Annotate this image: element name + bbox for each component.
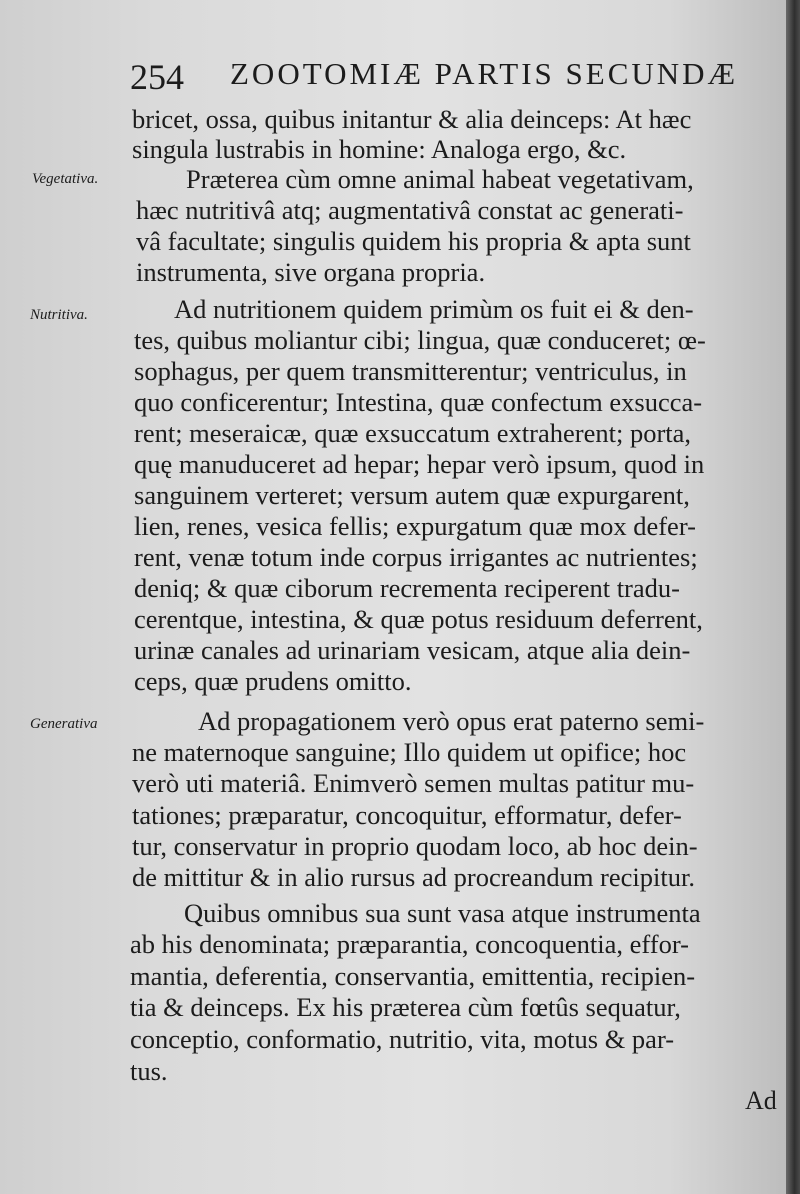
margin-note-generativa: Generativa <box>30 716 98 732</box>
text-line: Ad nutritionem quidem primùm os fuit ei & den- <box>174 294 694 324</box>
page-header <box>130 52 770 96</box>
text-line: conceptio, conformatio, nutritio, vita, motus & par- <box>130 1024 675 1054</box>
text-line: quo conficerentur; Intestina, quæ confectum exsucca- <box>134 387 703 417</box>
page-gutter <box>786 0 800 1194</box>
text-line: ceps, quæ prudens omitto. <box>134 666 412 696</box>
running-head: ZOOTOMIÆ PARTIS SECUNDÆ <box>230 56 739 91</box>
text-line: lien, renes, vesica fellis; expurgatum quæ mox defer- <box>134 511 696 541</box>
text-line: instrumenta, sive organa propria. <box>136 257 486 287</box>
text-line: cerentque, intestina, & quæ potus residuum deferrent, <box>134 604 703 634</box>
text-line: singula lustrabis in homine: Analoga ergo, &c. <box>132 134 627 164</box>
text-line: urinæ canales ad urinariam vesicam, atque alia dein- <box>134 635 691 665</box>
text-line: vâ facultate; singulis quidem his propria & apta sunt <box>136 226 691 256</box>
text-line: tia & deinceps. Ex his præterea cùm fœtûs sequatur, <box>130 992 681 1022</box>
margin-note-nutritiva: Nutritiva. <box>30 307 88 323</box>
text-line: ne maternoque sanguine; Illo quidem ut opifice; hoc <box>132 737 687 767</box>
catchword: Ad <box>745 1086 777 1115</box>
text-line: sophagus, per quem transmitterentur; ventriculus, in <box>134 356 687 386</box>
text-line: Ad propagationem verò opus erat paterno semi- <box>198 706 705 736</box>
text-line: rent, venæ totum inde corpus irrigantes ac nutrientes; <box>134 542 698 572</box>
text-line: quę manuduceret ad hepar; hepar verò ipsum, quod in <box>134 449 705 479</box>
text-line: verò uti materiâ. Enimverò semen multas patitur mu- <box>132 768 695 798</box>
text-line: Præterea cùm omne animal habeat vegetativam, <box>186 164 694 194</box>
text-line: tus. <box>130 1056 168 1086</box>
text-line: ab his denominata; præparantia, concoquentia, effor- <box>130 929 689 959</box>
text-line: mantia, deferentia, conservantia, emittentia, recipien- <box>130 961 696 991</box>
text-line: tes, quibus moliantur cibi; lingua, quæ conduceret; œ- <box>134 325 706 355</box>
text-line: rent; meseraicæ, quæ exsuccatum extraherent; porta, <box>134 418 692 448</box>
text-line: tationes; præparatur, concoquitur, efformatur, defer- <box>132 800 682 830</box>
text-line: Quibus omnibus sua sunt vasa atque instrumenta <box>184 898 701 928</box>
text-line: tur, conservatur in proprio quodam loco, ab hoc dein- <box>132 831 698 861</box>
text-line: sanguinem verteret; versum autem quæ expurgarent, <box>134 480 690 510</box>
text-line: bricet, ossa, quibus initantur & alia deinceps: At hæc <box>132 104 692 134</box>
page-number: 254 <box>130 57 184 97</box>
text-line: de mittitur & in alio rursus ad procreandum recipitur. <box>132 862 695 892</box>
text-line: deniq; & quæ ciborum recrementa reciperent tradu- <box>134 573 680 603</box>
text-line: hæc nutritivâ atq; augmentativâ constat ac generati- <box>136 195 684 225</box>
margin-note-vegetativa: Vegetativa. <box>32 171 99 187</box>
